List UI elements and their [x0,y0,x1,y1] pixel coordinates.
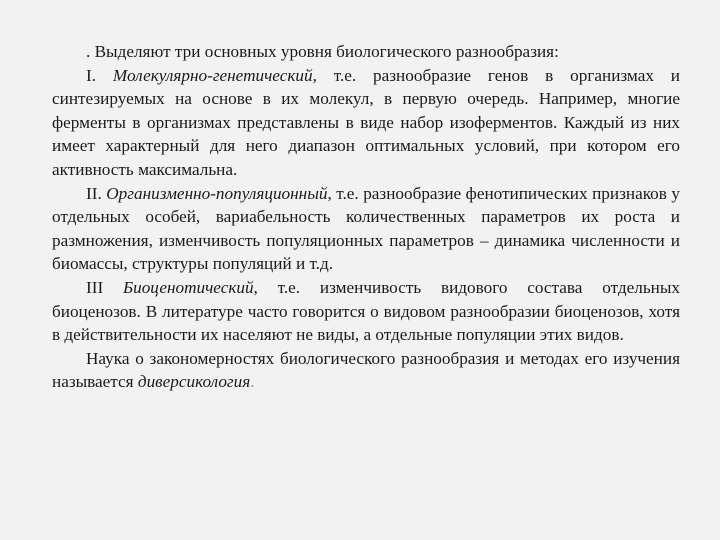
intro-text: . Выделяют три основных уровня биологического разнообразия: [86,42,559,61]
text-block [52,40,680,394]
conclusion-paragraph [52,347,680,394]
conclusion-end: . [250,372,255,392]
level-1-term: Молекулярно-генетический [112,65,313,85]
level-3-text: , т.е. изменчивость видового состава отдельных биоценозов. В литературе часто говорится о видовом разнообразии биоценозов, хотя в действительности их населяют не виды, а отдельные популяции этих видов. [52,277,680,345]
level-2-number: II. [86,183,102,203]
level-1-number: I. [86,65,97,85]
level-2-paragraph [52,182,680,276]
conclusion-text: Наука о закономерностях биологического разнообразия и методах его изучения называется [52,348,680,392]
intro-paragraph [52,40,680,64]
level-3-paragraph [52,276,680,347]
level-3-term: Биоценотический [122,277,254,297]
level-3-number: III [86,277,104,297]
level-2-term: Организменно-популяционный [106,183,328,203]
conclusion-term: диверсикология [137,372,251,392]
level-1-text: , т.е. разнообразие генов в организмах и синтезируемых на основе в их молекул, в первую очередь. Например, многие ферменты в организмах представлены в виде набор изоферментов. Каждый из них имеет характерный для него диапазон оптимальных условий, при котором его активность максимальна. [52,65,680,179]
level-1-paragraph [52,64,680,182]
level-2-text: , т.е. разнообразие фенотипических признаков у отдельных особей, вариабельность количественных параметров их роста и размножения, изменчивость популяционных параметров – динамика численности и биомассы, структуры популяций и т.д. [52,183,680,274]
